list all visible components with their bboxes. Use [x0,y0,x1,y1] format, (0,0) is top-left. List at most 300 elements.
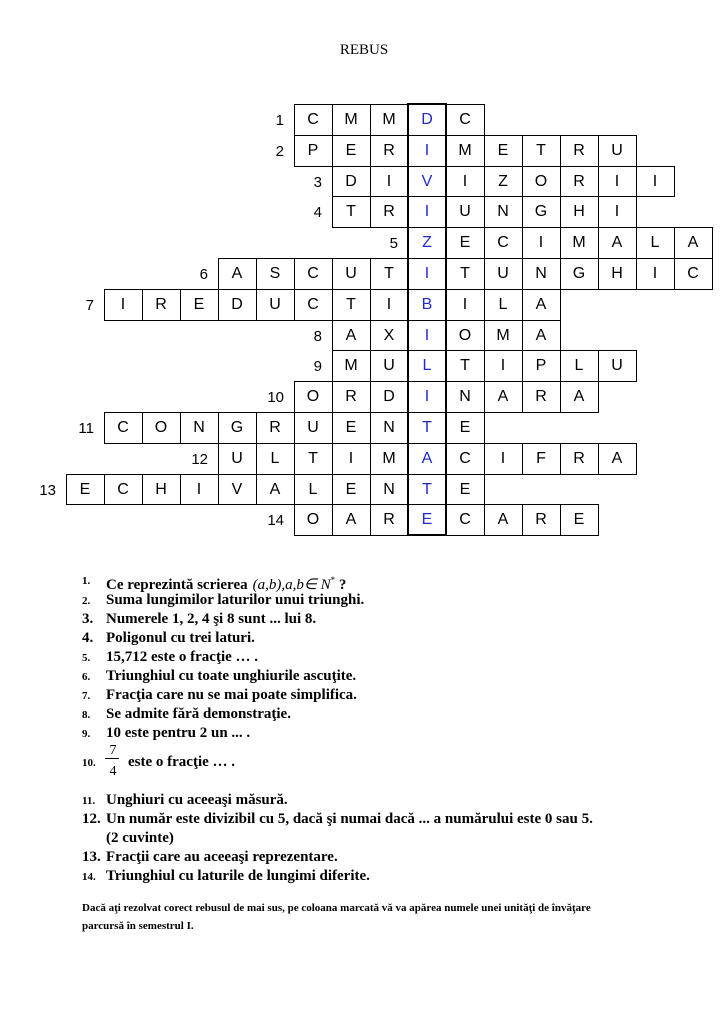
grid-line-v [370,104,371,136]
grid-line-v [407,443,409,475]
grid-line-v [445,320,447,352]
letter-cell: U [231,449,243,467]
grid-line-v [218,474,219,506]
letter-cell: N [383,419,395,436]
grid-line-v [332,166,333,198]
letter-cell: L [270,449,280,467]
grid-line-v [560,350,561,382]
letter-cell: I [652,172,658,190]
grid-line-v [522,227,523,259]
grid-line-v [522,320,523,352]
letter-cell: I [196,480,202,498]
grid-line-h [104,443,637,444]
letter-cell: I [386,172,392,190]
grid-line-v [407,412,409,444]
grid-line-v [560,504,561,536]
letter-cell: O [458,326,472,344]
clue-index: 13. [82,849,101,865]
grid-line-v [294,135,295,167]
clue-item [82,848,702,867]
clue-text-main: Poligonul cu trei laturi. [106,630,255,646]
letter-cell: E [459,480,471,498]
letter-cell: R [345,388,357,406]
grid-line-v [636,135,637,167]
grid-line-v [142,412,143,444]
grid-line-v [445,166,447,198]
clue-item [82,791,702,811]
clue-text [106,667,356,686]
grid-line-v [104,474,105,506]
letter-cell: A [269,480,281,498]
grid-line-v [370,504,371,536]
letter-cell: C [459,511,471,529]
grid-line-v [66,474,67,506]
grid-line-v [256,289,257,321]
grid-line-v [407,350,409,382]
clue-text-main: Fracţia care nu se mai poate simplifica. [106,687,357,703]
letter-cell: Z [498,172,508,190]
grid-line-v [445,196,447,228]
grid-line-v [370,289,371,321]
grid-line-v [370,350,371,382]
grid-line-v [445,443,447,475]
grid-line-v [218,258,219,290]
clue-item [82,591,702,611]
letter-cell: I [462,172,468,190]
letter-cell: E [79,480,91,498]
instruction-note [82,899,682,935]
grid-line-h [294,104,485,105]
grid-line-v [445,474,447,506]
grid-line-v [294,289,295,321]
grid-line-v [636,443,637,475]
clue-text-continuation: (2 cuvinte) [106,830,174,846]
grid-line-v [484,474,485,506]
clue-text-main: Unghiuri cu aceeaşi măsură. [106,792,288,808]
grid-line-v [370,443,371,475]
clue-item [82,867,702,887]
letter-cell: I [348,449,354,467]
letter-cell: I [120,295,126,313]
clue-number-5: 5 [389,235,398,253]
letter-cell: M [572,234,586,252]
letter-cell: I [538,234,544,252]
grid-line-v [332,504,333,536]
clue-math: (a,b),a,b∈ N [252,577,331,593]
grid-line-v [370,474,371,506]
clue-number-13: 13 [39,481,56,499]
clue-text [128,753,235,772]
letter-cell: L [498,295,508,313]
letter-cell: N [535,265,547,282]
grid-line-v [560,196,561,228]
instruction-line-2: parcursă în semestrul I. [82,920,194,932]
clue-item [82,705,702,725]
grid-line-v [636,166,637,198]
clue-text-main: Triunghiul cu laturile de lungimi diferite. [106,868,370,884]
letter-cell: D [383,388,395,406]
letter-cell: N [383,480,395,498]
letter-cell: M [382,449,396,467]
grid-line-v [407,196,409,228]
clue-index: 9. [82,728,91,740]
clue-index: 11. [82,795,96,807]
grid-line-v [484,381,485,413]
letter-cell: A [611,449,623,467]
clue-text-main: Un număr este divizibil cu 5, dacă şi numai dacă ... a numărului este 0 sau 5. [106,811,593,827]
grid-line-v [407,227,409,259]
letter-cell: H [155,480,167,498]
letter-cell: I [614,203,620,221]
letter-cell: R [573,172,585,190]
clue-text [106,791,288,810]
grid-line-v [370,258,371,290]
grid-line-v [598,504,599,536]
clue-number-14: 14 [267,512,284,530]
grid-line-v [332,412,333,444]
letter-cell: N [497,203,509,221]
grid-line-v [332,289,333,321]
letter-cell: E [497,141,509,159]
grid-line-v [294,412,295,444]
clue-index: 5. [82,652,91,664]
clue-index: 2. [82,595,91,607]
fraction-denominator: 4 [109,764,117,779]
grid-line-v [332,104,333,136]
letter-cell: R [383,511,395,529]
grid-line-v [142,289,143,321]
letter-cell: T [384,265,394,282]
letter-cell: E [193,295,205,313]
letter-cell: A [611,234,623,252]
letter-cell: L [650,234,660,252]
letter-cell: P [307,141,319,159]
letter-cell: A [687,234,699,252]
grid-line-h [332,350,637,351]
grid-line-v [218,289,219,321]
grid-line-v [484,104,485,136]
clue-number-2: 2 [275,142,284,160]
grid-line-h [104,412,599,413]
clue-number-12: 12 [191,450,208,468]
grid-line-v [407,166,409,198]
clue-text [106,867,370,886]
grid-line-v [407,381,409,413]
highlight-letter-cell: L [422,357,432,375]
grid-line-v [484,289,485,321]
grid-line-v [522,135,523,167]
highlight-letter-cell: I [424,265,430,282]
letter-cell: T [346,203,356,221]
grid-line-v [674,166,675,198]
letter-cell: T [460,265,470,282]
letter-cell: X [383,326,395,344]
grid-line-v [598,135,599,167]
grid-line-v [560,227,561,259]
grid-line-v [560,443,561,475]
letter-cell: A [231,265,243,282]
grid-line-v [180,474,181,506]
clue-item [82,648,702,668]
letter-cell: H [611,265,623,282]
letter-cell: G [572,265,586,282]
letter-cell: I [500,449,506,467]
grid-line-v [445,412,447,444]
clue-text-main: Triunghiul cu toate unghiurile ascuţite. [106,668,357,684]
highlight-letter-cell: I [424,326,430,344]
grid-line-v [484,320,485,352]
highlight-letter-cell: B [421,295,433,313]
letter-cell: I [462,295,468,313]
grid-line-h [294,135,637,136]
grid-line-v [332,350,333,382]
letter-cell: E [459,419,471,436]
grid-line-v [522,166,523,198]
letter-cell: T [460,357,470,375]
grid-line-v [712,227,713,259]
clue-index: 12. [82,811,101,827]
clue-item [82,724,702,744]
highlight-letter-cell: T [422,480,432,498]
grid-line-v [332,443,333,475]
grid-line-h [66,474,637,475]
clue-text-main: Se admite fără demonstraţie. [106,706,291,722]
letter-cell: C [117,480,129,498]
letter-cell: E [459,234,471,252]
letter-cell: R [155,295,167,313]
clue-number-9: 9 [313,358,322,376]
letter-cell: C [307,265,319,282]
fraction-numerator: 7 [109,743,117,758]
grid-line-v [370,320,371,352]
letter-cell: U [497,265,509,282]
clue-text [106,810,593,829]
grid-line-v [332,196,333,228]
letter-cell: E [573,511,585,529]
clue-number-1: 1 [275,112,284,129]
letter-cell: T [536,141,546,159]
marked-column-edge [407,534,447,536]
clue-index: 3. [82,611,94,627]
grid-line-v [370,412,371,444]
clue-end: ? [335,577,347,593]
grid-line-v [104,289,105,321]
clue-text [106,686,357,705]
grid-line-v [294,381,295,413]
grid-line-v [522,350,523,382]
grid-line-v [560,135,561,167]
grid-line-v [598,227,599,259]
grid-line-v [256,412,257,444]
grid-line-v [180,289,181,321]
clue-text [106,591,364,610]
grid-line-v [256,258,257,290]
grid-line-v [445,289,447,321]
grid-line-v [484,412,485,444]
grid-line-v [294,443,295,475]
grid-line-v [484,135,485,167]
grid-line-v [407,504,409,536]
grid-line-v [598,443,599,475]
grid-line-v [445,350,447,382]
highlight-letter-cell: A [421,449,433,467]
letter-cell: E [345,480,357,498]
clue-text-main: Suma lungimilor laturilor unui triunghi. [106,592,365,608]
grid-line-v [484,227,485,259]
grid-line-v [484,166,485,198]
grid-line-v [636,196,637,228]
grid-line-v [256,474,257,506]
fraction-bar [105,758,119,759]
letter-cell: C [459,111,471,128]
letter-cell: L [308,480,318,498]
clue-index: 6. [82,671,91,683]
clue-number-3: 3 [313,173,322,191]
clue-item [82,667,702,687]
grid-line-v [560,320,561,352]
clue-index: 4. [82,630,94,646]
grid-line-v [484,258,485,290]
grid-line-v [445,504,447,536]
clue-text [106,629,255,648]
grid-line-h [66,504,599,505]
grid-line-v [370,166,371,198]
grid-line-v [598,166,599,198]
letter-cell: D [231,295,243,313]
grid-line-v [407,474,409,506]
clue-item [82,629,702,648]
grid-line-v [294,474,295,506]
grid-line-v [407,104,409,136]
letter-cell: R [383,141,395,159]
grid-line-v [180,412,181,444]
grid-line-v [445,227,447,259]
letter-cell: U [611,357,623,375]
letter-cell: O [154,419,168,436]
letter-cell: C [687,265,699,282]
letter-cell: R [573,141,585,159]
page-title: REBUS [339,42,389,58]
clue-item [82,610,702,629]
grid-line-v [674,227,675,259]
clue-number-7: 7 [85,296,94,314]
letter-cell: S [269,265,281,282]
highlight-letter-cell: D [421,111,433,128]
grid-line-v [674,258,675,290]
letter-cell: P [535,357,547,375]
grid-line-v [484,350,485,382]
clue-text [106,705,291,724]
grid-line-v [445,135,447,167]
grid-line-h [104,289,713,290]
clue-item [82,810,702,846]
grid-line-v [370,381,371,413]
grid-line-v [294,104,295,136]
grid-line-h [294,381,637,382]
letter-cell: V [231,480,243,498]
grid-line-v [370,135,371,167]
clue-text [106,724,250,743]
clue-item [82,743,702,779]
letter-cell: I [500,357,506,375]
letter-cell: L [574,357,584,375]
letter-cell: T [346,295,356,313]
clue-number-8: 8 [313,327,322,345]
highlight-letter-cell: I [424,388,430,406]
grid-line-v [598,196,599,228]
letter-cell: E [345,141,357,159]
clue-index: 8. [82,709,91,721]
clue-number-10: 10 [267,389,284,407]
grid-line-v [445,104,447,136]
grid-line-v [598,381,599,413]
clue-text [106,848,338,867]
letter-cell: A [345,326,357,344]
grid-line-v [522,258,523,290]
letter-cell: A [573,388,585,406]
letter-cell: R [269,419,281,436]
clue-text-main: Numerele 1, 2, 4 şi 8 sunt ... lui 8. [106,611,317,627]
clue-text-main: 15,712 este o fracţie … . [106,649,259,665]
highlight-letter-cell: I [424,141,430,159]
letter-cell: T [308,449,318,467]
grid-line-v [332,135,333,167]
letter-cell: R [535,511,547,529]
letter-cell: I [652,265,658,282]
letter-cell: A [497,511,509,529]
grid-line-v [636,227,637,259]
grid-line-v [294,258,295,290]
grid-line-v [445,258,447,290]
letter-cell: R [383,203,395,221]
grid-line-v [484,196,485,228]
grid-line-v [522,443,523,475]
letter-cell: G [230,419,244,436]
grid-line-v [522,381,523,413]
letter-cell: R [573,449,585,467]
clue-text-main: este o fracţie … . [128,754,236,770]
clue-text-main: 10 este pentru 2 un ... . [106,725,251,741]
grid-line-h [332,196,675,197]
grid-line-h [104,320,561,321]
letter-cell: U [611,141,623,159]
grid-line-v [142,474,143,506]
letter-cell: G [534,203,548,221]
grid-line-v [484,504,485,536]
clue-number-4: 4 [313,204,322,222]
grid-line-v [522,196,523,228]
clue-number-11: 11 [78,420,94,437]
clue-index: 14. [82,871,96,883]
letter-cell: M [496,326,510,344]
instruction-line-1: Dacă aţi rezolvat corect rebusul de mai sus, pe coloana marcată vă va apărea numele unei unităţi de învăţare [82,902,591,914]
letter-cell: E [345,419,357,436]
grid-line-v [598,350,599,382]
grid-line-v [484,443,485,475]
letter-cell: M [382,111,396,128]
grid-line-v [560,289,561,321]
grid-line-v [332,258,333,290]
grid-line-v [294,504,295,536]
grid-line-v [332,320,333,352]
letter-cell: C [117,419,129,436]
grid-line-v [522,289,523,321]
clue-item [82,686,702,706]
grid-line-v [560,166,561,198]
grid-line-v [598,258,599,290]
clue-text [106,648,258,667]
clue-math-sup: * [330,575,336,585]
